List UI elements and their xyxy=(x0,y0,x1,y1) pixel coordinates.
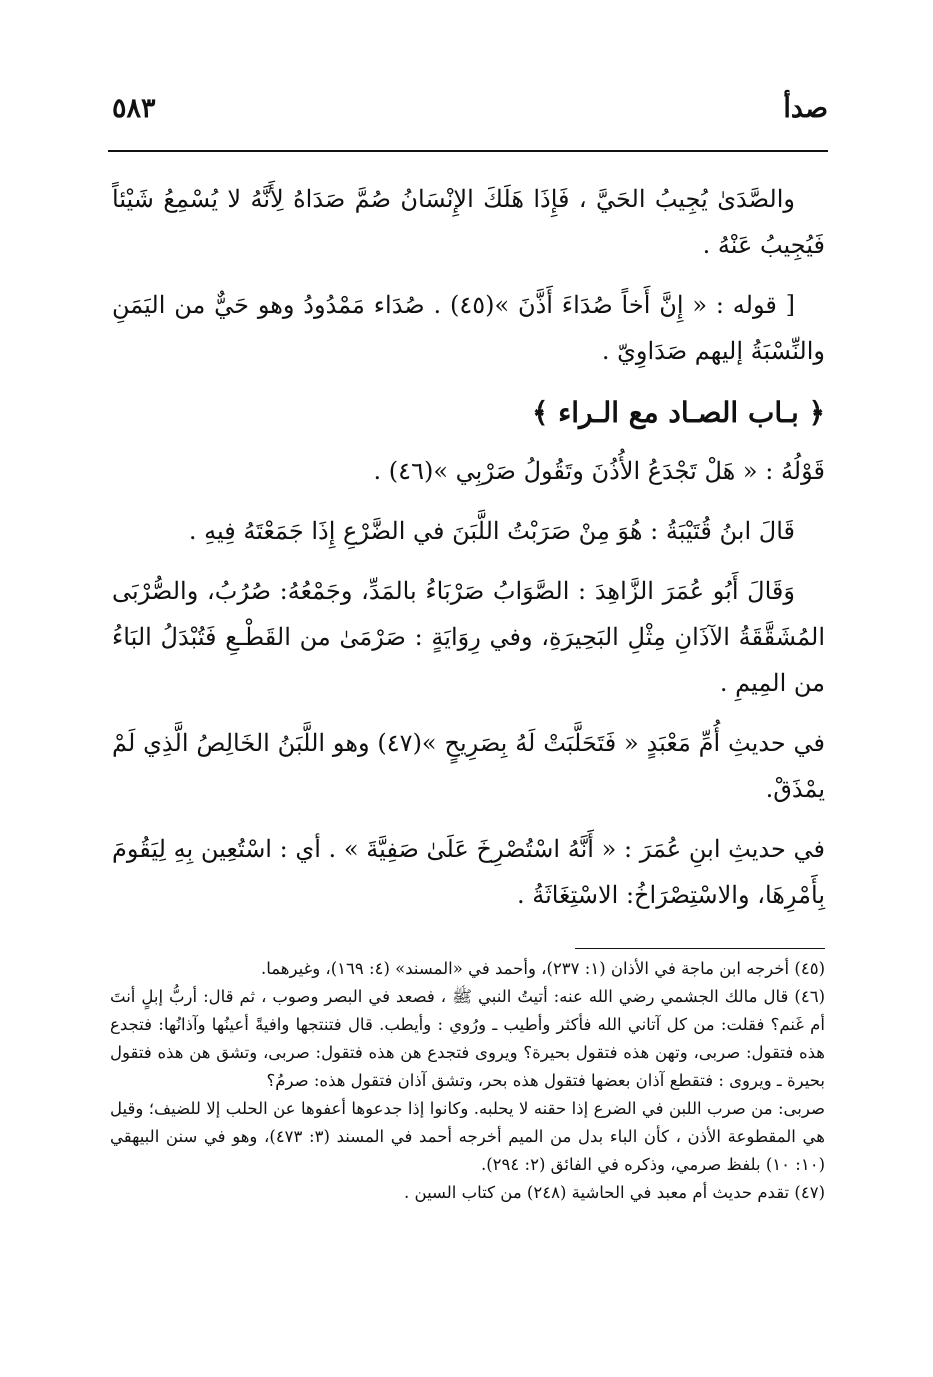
footnote-47: (٤٧) تقدم حديث أم معبد في الحاشية (٢٤٨) من كتاب السين . xyxy=(404,1183,825,1202)
paragraph-ibn-umar: في حديثِ ابنِ عُمَرَ : « أَنَّهُ اسْتُصْرِخَ عَلَىٰ صَفِيَّةَ » . أي : اسْتُعِين بِهِ لِيَقُومَ بِأَمْرِهَا، والاسْتِصْرَاخُ: الاسْتِغَاثَةُ . xyxy=(112,835,825,909)
header-rule xyxy=(108,150,828,152)
headword: صدأ xyxy=(783,92,828,124)
paragraph-umm-mabad: في حديثِ أُمِّ مَعْبَدٍ « فَتَحَلَّبَتْ لَهُ بِصَرِيحٍ »(٤٧) وهو اللَّبَنُ الخَالِصُ الَّذِي لَمْ يمْذَقْ. xyxy=(112,729,825,803)
paragraph-sudaa: [ قوله : « إِنَّ أَخاً صُدَاءَ أَذَّنَ »(٤٥) . صُدَاء مَمْدُودُ وهو حَيٌّ من اليَمَنِ والنِّسْبَةُ إليهم صَدَاوِيّ . xyxy=(112,291,825,365)
paragraph-abu-umar: وَقَالَ أَبُو عُمَرَ الزَّاهِدَ : الصَّوَابُ صَرْبَاءُ بالمَدِّ، وجَمْعُهُ: صُرُبُ، والصُّرْبَى المُشَقَّقَةُ الآذَانِ مِثْلِ البَحِيرَةِ، وفي رِوَايَةٍ : صَرْمَىٰ من القَطْـعِ فَتُبْدَلُ البَاءُ من المِيمِ . xyxy=(112,577,825,697)
footnote-46-continued: صربى: من صرب اللبن في الضرع إذا حقنه لا يحلبه. وكانوا إذا جدعوها أعفوها عن الحلب إلا للضيف؛ وقيل هي المقطوعة الأذن ، كأن الباء بدل من الميم أخرجه أحمد في المسند (٣: ٤٧٣)، وهو في سنن البيهقي (١٠: ١٠) بلفظ صرمي، وذكره في الفائق (٢: ٢٩٤). xyxy=(110,1099,825,1174)
running-head xyxy=(112,88,828,128)
footnote-45: (٤٥) أخرجه ابن ماجة في الأذان (١: ٢٣٧)، وأحمد في «المسند» (٤: ١٦٩)، وغيرهما. xyxy=(260,959,825,978)
page-number: ٥٨٣ xyxy=(112,92,156,124)
paragraph-ibn-qutayba: قَالَ ابنُ قُتَيْبَةُ : هُوَ مِنْ صَرَبْتُ اللَّبَنَ في الضَّرْعِ إِذَا جَمَعْتَهُ فِيهِ . xyxy=(188,517,795,545)
footnote-46: (٤٦) قال مالك الجشمي رضي الله عنه: أتيتُ النبي ﷺ ، فصعد في البصر وصوب ، ثم قال: أربُّ إبلٍ أنتَ أم غَنم؟ فقلت: من كل آتاني الله فأكثر وأطيب ـ ورُوي : وأيطب. قال فتنتجها وافيةً أعينُها وآذانُها: فتجدع هذه فتقول: صربى، وتهن هذه فتقول بحيرة؟ ويروى فتجدع هن هذه فتقول: صربى، وتشق هن هذه فتقول بحيرة ـ ويروى : فتقطع آذان بعضها فتقول هذه بحر، وتشق آذان فتقول هذه: صرمُ؟ xyxy=(110,987,825,1090)
footnotes xyxy=(110,955,825,1207)
footnote-rule xyxy=(575,948,825,949)
paragraph-qawluhu: قَوْلُهُ : « هَلْ تَجْدَعُ الأُذُنَ وتَقُولُ صَرْبِي »(٤٦) . xyxy=(373,457,825,485)
main-text xyxy=(112,176,825,932)
chapter-title: ﴿ بـاب الصـاد مع الـراء ﴾ xyxy=(531,396,825,429)
paragraph-sada: والصَّدَىٰ يُجِيبُ الحَيَّ ، فَإِذَا هَلَكَ الإِنْسَانُ صُمَّ صَدَاهُ لِأَنَّهُ لا يُسْمِعُ شَيْئاً فَيُجِيبُ عَنْهُ . xyxy=(112,185,825,259)
